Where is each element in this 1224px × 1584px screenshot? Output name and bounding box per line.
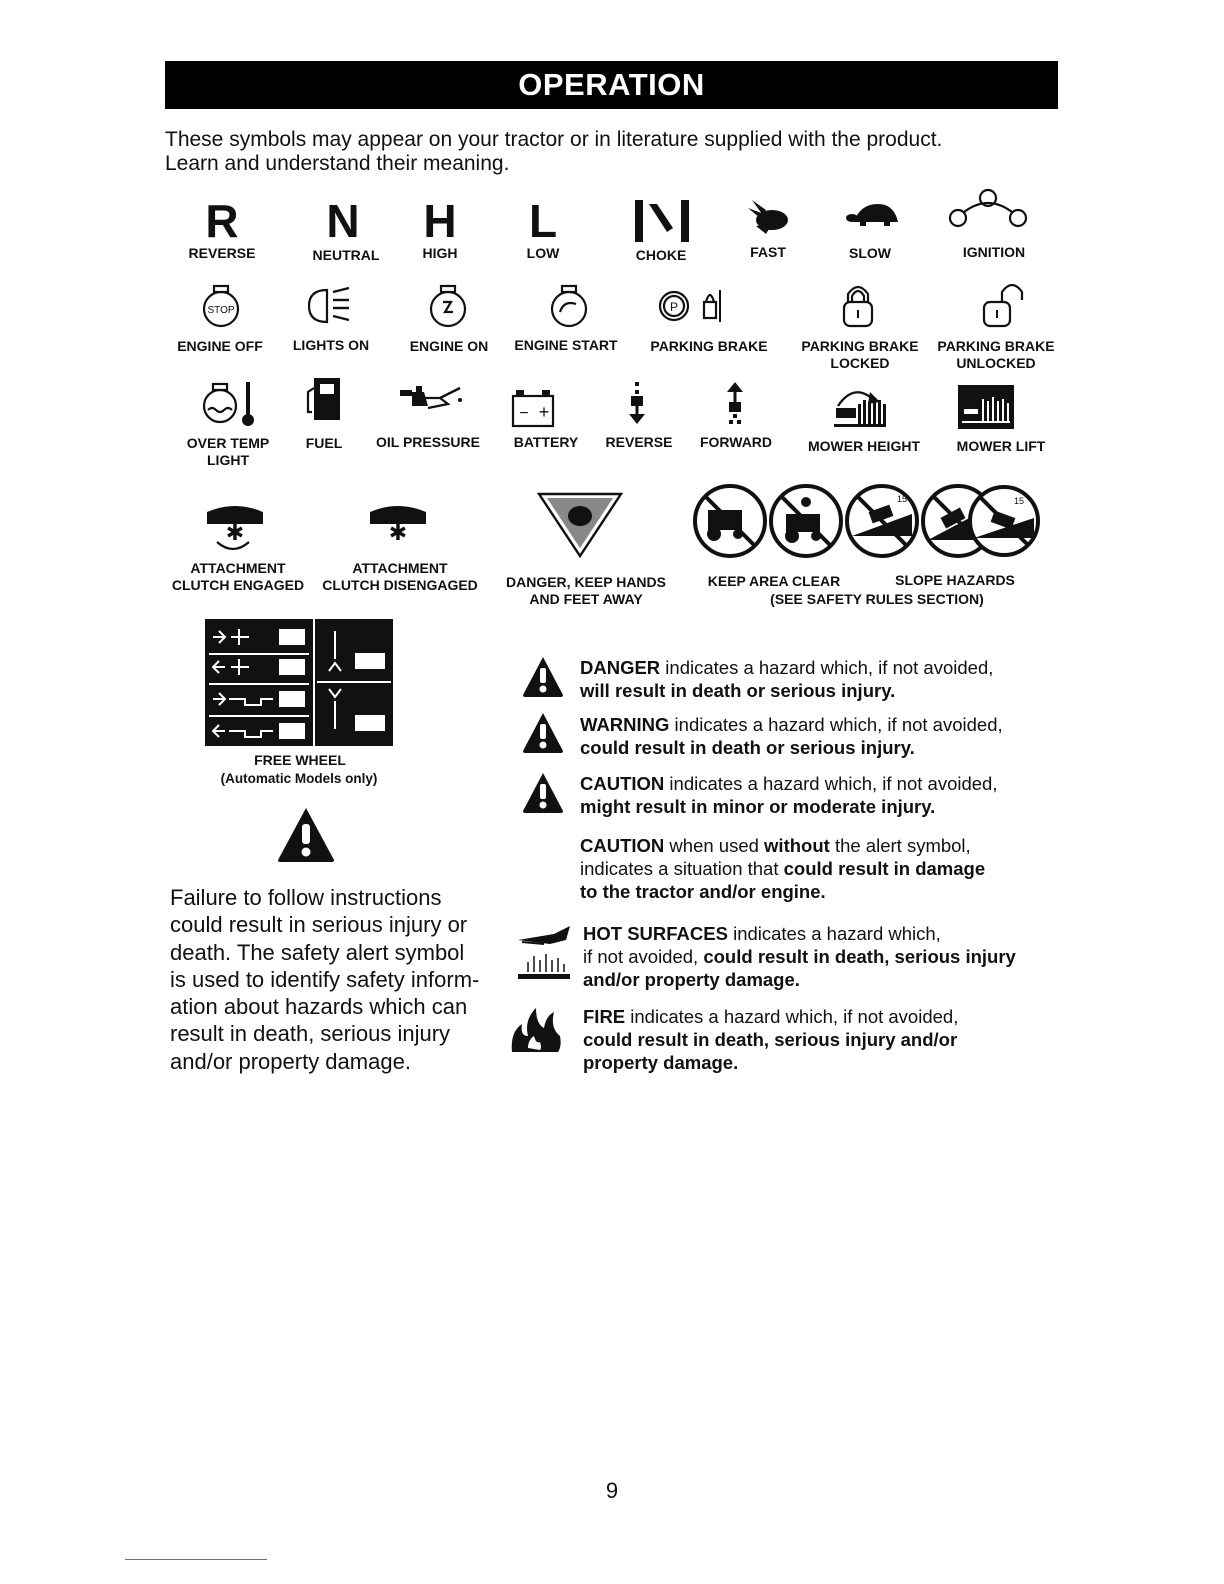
label-line-2: LIGHT bbox=[207, 452, 249, 468]
slope-hazards-label: SLOPE HAZARDS bbox=[895, 572, 1015, 588]
ignition-label: IGNITION bbox=[962, 244, 1026, 260]
label-line-1: OVER TEMP bbox=[186, 435, 270, 451]
footer-divider bbox=[125, 1559, 267, 1560]
attachment-engaged-label bbox=[172, 560, 304, 594]
slope-deg-1: 15 bbox=[897, 494, 908, 504]
parking-brake-unlocked-label bbox=[937, 338, 1054, 372]
caution-definition bbox=[580, 772, 1040, 818]
engine-on-icon bbox=[427, 282, 469, 328]
mower-lift-label: MOWER LIFT bbox=[956, 438, 1046, 454]
reverse-direction-label: REVERSE bbox=[605, 434, 673, 450]
alert-line-6: result in death, serious injury bbox=[170, 1021, 451, 1047]
caution2-b3: to the tractor and/or engine. bbox=[580, 881, 826, 902]
battery-icon bbox=[510, 390, 556, 428]
caution-word: CAUTION bbox=[580, 773, 665, 794]
label-line-1: PARKING BRAKE bbox=[937, 338, 1055, 354]
ignition-icon bbox=[948, 188, 1028, 232]
neutral-label: NEUTRAL bbox=[312, 247, 380, 263]
hot-rest: indicates a hazard which, bbox=[727, 923, 941, 944]
slope-hazard-sign-1 bbox=[847, 486, 917, 556]
caution-no-symbol-definition bbox=[580, 834, 1040, 903]
forward-label: FORWARD bbox=[699, 434, 773, 450]
danger-definition bbox=[580, 656, 1040, 702]
parking-brake-label: PARKING BRAKE bbox=[650, 338, 768, 354]
safety-alert-icon bbox=[276, 806, 336, 864]
choke-icon bbox=[633, 198, 693, 244]
attachment-clutch-engaged-icon bbox=[203, 500, 267, 554]
low-label: LOW bbox=[526, 245, 560, 261]
caution2-b1: without bbox=[764, 835, 830, 856]
fast-label: FAST bbox=[750, 244, 786, 260]
hot-b3: and/or property damage. bbox=[583, 969, 800, 990]
forward-arrow-icon bbox=[723, 380, 747, 426]
warning-rest: indicates a hazard which, if not avoided, bbox=[669, 714, 1003, 735]
label-line-2: AND FEET AWAY bbox=[529, 591, 643, 607]
alert-line-5: ation about hazards which can bbox=[170, 994, 468, 1020]
over-temp-icon bbox=[200, 378, 260, 428]
alert-line-3: death. The safety alert symbol bbox=[170, 939, 465, 965]
danger-alert-icon bbox=[521, 655, 565, 699]
mower-height-label: MOWER HEIGHT bbox=[808, 438, 920, 454]
mower-height-icon bbox=[830, 382, 892, 430]
label-line-2: CLUTCH ENGAGED bbox=[171, 577, 305, 593]
warning-bold: could result in death or serious injury. bbox=[580, 737, 915, 758]
reverse-glyph: R bbox=[205, 195, 239, 247]
keep-hands-away-icon bbox=[537, 492, 623, 558]
attachment-clutch-disengaged-icon bbox=[366, 500, 430, 544]
warning-definition bbox=[580, 713, 1040, 759]
label-line-1: PARKING BRAKE bbox=[801, 338, 919, 354]
intro-line-2: Learn and understand their meaning. bbox=[165, 152, 510, 175]
engine-start-label: ENGINE START bbox=[514, 337, 618, 353]
alert-line-2: could result in serious injury or bbox=[170, 912, 468, 938]
alert-line-1: Failure to follow instructions bbox=[170, 885, 442, 910]
caution2-b2: could result in damage bbox=[783, 858, 986, 879]
slope-deg-3: 15 bbox=[1014, 496, 1025, 506]
high-label: HIGH bbox=[422, 245, 458, 261]
free-wheel-sublabel: (Automatic Models only) bbox=[220, 771, 378, 786]
warning-word: WARNING bbox=[580, 714, 670, 735]
label-line-1: DANGER, KEEP HANDS bbox=[506, 574, 666, 590]
low-glyph: L bbox=[528, 195, 558, 247]
oil-pressure-label: OIL PRESSURE bbox=[376, 434, 480, 450]
alert-line-4: is used to identify safety inform- bbox=[170, 966, 480, 992]
fuel-icon bbox=[304, 374, 344, 424]
parking-p-text: P bbox=[669, 300, 679, 314]
fire-rest: indicates a hazard which, if not avoided, bbox=[625, 1006, 959, 1027]
engine-on-label: ENGINE ON bbox=[409, 338, 489, 354]
danger-rest: indicates a hazard which, if not avoided, bbox=[660, 657, 994, 678]
safety-alert-text bbox=[170, 884, 500, 1075]
lights-on-icon bbox=[305, 282, 355, 328]
high-glyph: H bbox=[423, 195, 457, 247]
keep-area-clear-sign-2 bbox=[771, 486, 841, 556]
caution-rest: indicates a hazard which, if not avoided, bbox=[664, 773, 998, 794]
intro-text bbox=[165, 128, 1065, 176]
danger-word: DANGER bbox=[580, 657, 661, 678]
engine-off-label: ENGINE OFF bbox=[177, 338, 263, 354]
caution-alert-icon bbox=[521, 771, 565, 815]
prohibition-signs bbox=[692, 484, 1042, 558]
fire-b2: could result in death, serious injury and/or bbox=[583, 1029, 958, 1050]
neutral-glyph: N bbox=[326, 195, 360, 247]
page-title-banner: OPERATION bbox=[165, 61, 1058, 109]
engine-off-icon bbox=[200, 282, 242, 328]
caution2-t1: when used bbox=[664, 835, 765, 856]
alert-line-7: and/or property damage. bbox=[170, 1048, 411, 1074]
svg-text:✱: ✱ bbox=[225, 521, 245, 546]
fire-b3: property damage. bbox=[583, 1052, 739, 1073]
mower-lift-icon bbox=[958, 385, 1014, 429]
fire-word: FIRE bbox=[583, 1006, 626, 1027]
padlock-locked-icon bbox=[840, 282, 876, 330]
slope-hazard-sign-3 bbox=[970, 487, 1038, 555]
engine-start-icon bbox=[548, 282, 590, 328]
warning-alert-icon bbox=[521, 711, 565, 755]
fuel-label: FUEL bbox=[305, 435, 343, 451]
caution2-t3: indicates a situation that bbox=[580, 858, 784, 879]
oil-can-icon bbox=[398, 384, 464, 414]
danger-hands-label bbox=[506, 574, 666, 608]
slow-label: SLOW bbox=[849, 245, 891, 261]
rabbit-icon bbox=[742, 196, 792, 238]
free-wheel-icon bbox=[205, 619, 393, 746]
choke-label: CHOKE bbox=[635, 247, 687, 263]
hot-surfaces-icon bbox=[514, 922, 574, 982]
hot-t2: if not avoided, bbox=[583, 946, 704, 967]
svg-text:✱: ✱ bbox=[388, 521, 408, 544]
caution2-t2: the alert symbol, bbox=[829, 835, 971, 856]
label-line-2: LOCKED bbox=[830, 355, 890, 371]
page-number: 9 bbox=[605, 1478, 619, 1503]
hot-surfaces-definition bbox=[583, 922, 1043, 991]
over-temp-label bbox=[187, 435, 269, 469]
reverse-label: REVERSE bbox=[188, 245, 256, 261]
intro-line-1: These symbols may appear on your tractor or in literature supplied with the product. bbox=[165, 128, 943, 151]
free-wheel-label: FREE WHEEL bbox=[254, 752, 346, 768]
parking-brake-icon bbox=[656, 282, 726, 328]
hot-b2: could result in death, serious injury bbox=[703, 946, 1016, 967]
danger-bold: will result in death or serious injury. bbox=[580, 680, 896, 701]
padlock-unlocked-icon bbox=[980, 282, 1028, 330]
caution2-word: CAUTION bbox=[580, 835, 665, 856]
keep-area-clear-sign-1 bbox=[695, 486, 765, 556]
safety-rules-note: (SEE SAFETY RULES SECTION) bbox=[770, 591, 984, 607]
label-line-1: ATTACHMENT bbox=[352, 560, 448, 576]
hot-word: HOT SURFACES bbox=[583, 923, 728, 944]
label-line-2: UNLOCKED bbox=[956, 355, 1036, 371]
caution-bold: might result in minor or moderate injury. bbox=[580, 796, 936, 817]
fire-icon bbox=[506, 1002, 564, 1054]
turtle-icon bbox=[846, 200, 902, 230]
stop-text: STOP bbox=[207, 305, 235, 316]
label-line-1: ATTACHMENT bbox=[190, 560, 286, 576]
lights-on-label: LIGHTS ON bbox=[292, 337, 370, 353]
battery-label: BATTERY bbox=[513, 434, 579, 450]
label-line-2: CLUTCH DISENGAGED bbox=[322, 577, 478, 593]
battery-minus: − bbox=[519, 405, 529, 422]
battery-plus: + bbox=[538, 402, 550, 422]
fire-definition bbox=[583, 1005, 1043, 1074]
keep-area-clear-label: KEEP AREA CLEAR bbox=[707, 573, 841, 589]
attachment-disengaged-label bbox=[322, 560, 478, 594]
parking-brake-locked-label bbox=[801, 338, 918, 372]
reverse-arrow-icon bbox=[625, 380, 649, 426]
